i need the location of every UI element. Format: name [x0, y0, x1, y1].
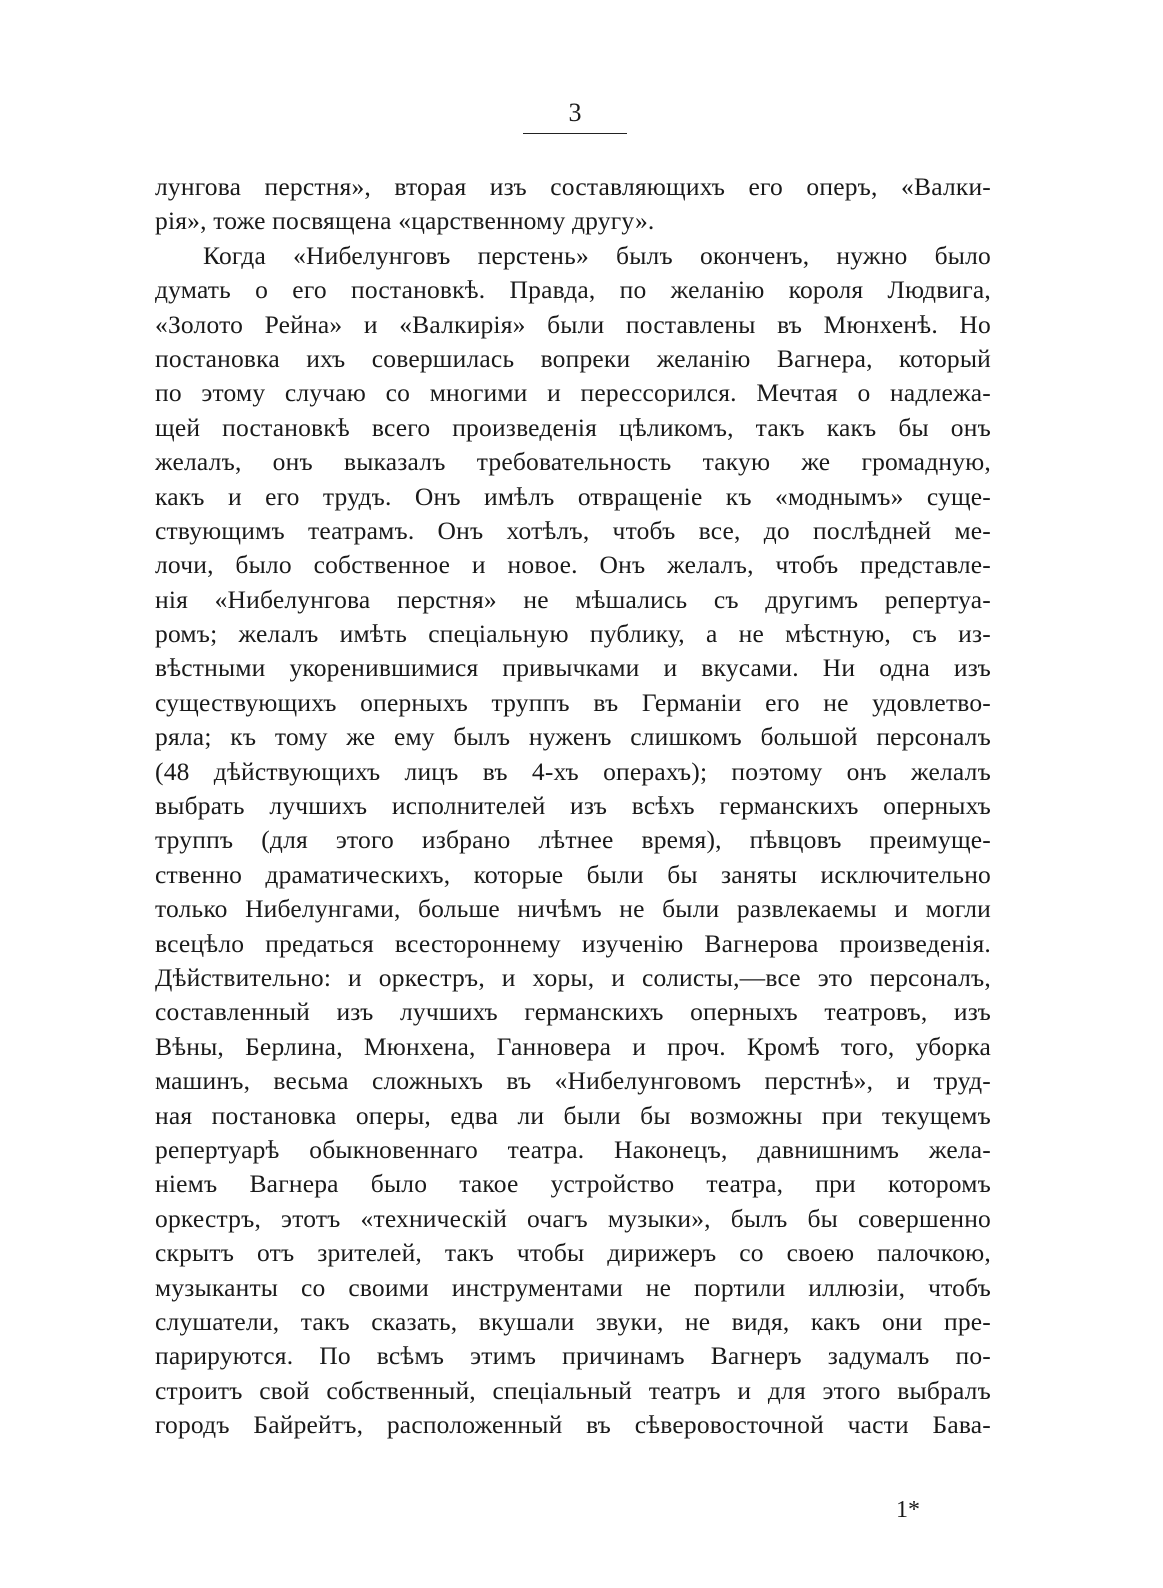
text-line: Когда «Нибелунговъ перстень» былъ оконченъ, нужно было: [203, 240, 991, 270]
text-line: ственно драматическихъ, которые были бы заняты исключительно: [155, 859, 991, 889]
text-line: машинъ, весьма сложныхъ въ «Нибелунговомъ перстнѣ», и труд-: [155, 1066, 991, 1096]
text-line: слушатели, такъ сказать, вкушали звуки, не видя, какъ они пре-: [155, 1306, 991, 1336]
text-line: составленный изъ лучшихъ германскихъ оперныхъ театровъ, изъ: [155, 997, 991, 1027]
text-line: городъ Байрейтъ, расположенный въ сѣверовосточной части Бава-: [155, 1410, 991, 1440]
text-line: (48 дѣйствующихъ лицъ въ 4-хъ операхъ); поэтому онъ желалъ: [155, 756, 991, 786]
text-line: труппъ (для этого избрано лѣтнее время), пѣвцовъ преимуще-: [155, 825, 991, 855]
text-line: только Нибелунгами, больше ничѣмъ не были развлекаемы и могли: [155, 894, 991, 924]
page-number: 3: [568, 98, 582, 127]
page-number-rule: [523, 133, 627, 134]
text-line: ромъ; желалъ имѣть спеціальную публику, а не мѣстную, съ из-: [155, 619, 991, 649]
text-line: строитъ свой собственный, спеціальный театръ и для этого выбралъ: [155, 1375, 991, 1405]
text-line: парируются. По всѣмъ этимъ причинамъ Вагнеръ задумалъ по-: [155, 1341, 991, 1371]
text-line: вѣстными укоренившимися привычками и вкусами. Ни одна изъ: [155, 653, 991, 683]
text-line: щей постановкѣ всего произведенія цѣликомъ, такъ какъ бы онъ: [155, 412, 991, 442]
text-line: желалъ, онъ выказалъ требовательность такую же громадную,: [155, 447, 991, 477]
text-line: рія», тоже посвящена «царственному другу».: [155, 206, 655, 236]
text-line: лунгова перстня», вторая изъ составляющихъ его оперъ, «Валки-: [155, 172, 991, 201]
text-line: какъ и его трудъ. Онъ имѣлъ отвращеніе къ «моднымъ» суще-: [155, 481, 991, 511]
body-text: [155, 170, 991, 1442]
text-line: всецѣло предаться всестороннему изученію Вагнерова произведенія.: [155, 928, 991, 958]
text-line: ная постановка оперы, едва ли были бы возможны при текущемъ: [155, 1100, 991, 1130]
signature-mark: 1*: [896, 1497, 920, 1523]
text-line: постановка ихъ совершилась вопреки желанію Вагнера, который: [155, 343, 991, 373]
text-line: ніемъ Вагнера было такое устройство театра, при которомъ: [155, 1169, 991, 1199]
text-line: существующихъ оперныхъ труппъ въ Германіи его не удовлетво-: [155, 687, 991, 717]
text-line: музыканты со своими инструментами не портили иллюзіи, чтобъ: [155, 1272, 991, 1302]
text-line: оркестръ, этотъ «техническій очагъ музыки», былъ бы совершенно: [155, 1203, 991, 1233]
text-line: «Золото Рейна» и «Валкирія» были поставлены въ Мюнхенѣ. Но: [155, 309, 991, 339]
text-line: выбрать лучшихъ исполнителей изъ всѣхъ германскихъ оперныхъ: [155, 791, 991, 821]
text-line: ряла; къ тому же ему былъ нуженъ слишкомъ большой персоналъ: [155, 722, 991, 752]
text-line: Вѣны, Берлина, Мюнхена, Ганновера и проч. Кромѣ того, уборка: [155, 1031, 991, 1061]
text-line: думать о его постановкѣ. Правда, по желанію короля Людвига,: [155, 275, 991, 305]
text-line: репертуарѣ обыкновеннаго театра. Наконецъ, давнишнимъ жела-: [155, 1134, 991, 1164]
text-line: лочи, было собственное и новое. Онъ желалъ, чтобъ представле-: [155, 550, 991, 580]
text-line: по этому случаю со многими и перессорился. Мечтая о надлежа-: [155, 378, 991, 408]
text-line: ствующимъ театрамъ. Онъ хотѣлъ, чтобъ все, до послѣдней ме-: [155, 515, 991, 545]
text-line: скрытъ отъ зрителей, такъ чтобы дирижеръ со своею палочкою,: [155, 1238, 991, 1268]
text-line: нія «Нибелунгова перстня» не мѣшались съ другимъ репертуа-: [155, 584, 991, 614]
text-line: Дѣйствительно: и оркестръ, и хоры, и солисты,—все это персоналъ,: [155, 962, 991, 992]
